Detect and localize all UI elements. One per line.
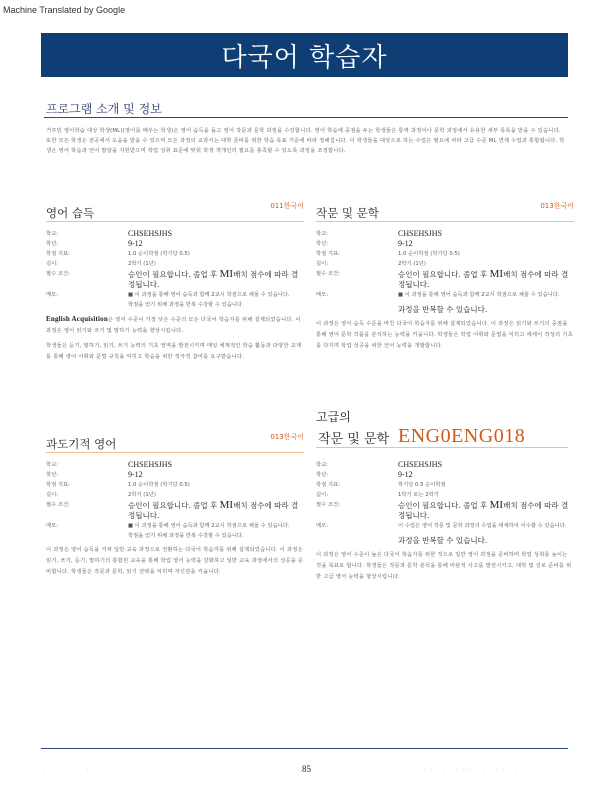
detail-row-notes	[46, 521, 304, 541]
advanced-course-divider	[316, 447, 568, 448]
course-details	[46, 229, 304, 363]
detail-value: 1.0 순이학점 (학기당 0.5)	[398, 251, 460, 257]
footer-divider	[41, 748, 568, 749]
prereq-value	[398, 269, 574, 290]
detail-row-school	[316, 460, 574, 470]
detail-row-credit	[46, 249, 304, 259]
course-divider	[46, 221, 304, 222]
detail-value: 9-12	[128, 239, 143, 248]
course-description: 이 과정은 영어 습득을 거쳐 일반 교육 과정으로 전환하는 다국어 학습자를 위해 설계되었습니다. 이 과정은 읽기, 쓰기, 듣기, 말하기의 통합된 교육을 통해 학업 영어 능력을 강화하고 일반 교육 과정에서의 성공을 준비합니다. 학생들은 작문과 문학, 읽기 전략을 익히며 자신감을 키웁니다.	[46, 547, 304, 575]
detail-key: 필수 조건:	[316, 271, 340, 277]
prereq-text-b: 배치 점수에 따라 결정됩니다.	[398, 501, 569, 520]
prereq-text-a: 승인이 필요합니다. 졸업 후	[128, 501, 218, 510]
detail-row-credit	[46, 480, 304, 490]
banner-title: 다국어 학습자	[221, 42, 388, 73]
detail-key: 학점 지표:	[316, 482, 340, 488]
ml-abbrev: MI	[219, 499, 234, 511]
detail-row-grade	[46, 239, 304, 249]
detail-row-prereq	[316, 500, 574, 521]
detail-key: 학년:	[316, 472, 329, 478]
detail-row-grade	[316, 470, 574, 480]
machine-translated-label: Machine Translated by Google	[3, 5, 126, 15]
prereq-text-a: 승인이 필요합니다. 졸업 후	[398, 270, 488, 279]
course-description	[46, 314, 304, 337]
detail-key: 학점 지표:	[46, 482, 70, 488]
detail-key: 학교:	[316, 231, 329, 237]
repeat-note: 과정을 반복할 수 있습니다.	[398, 536, 488, 545]
detail-row-length	[316, 259, 574, 269]
course-details	[316, 229, 574, 352]
detail-row-notes	[46, 290, 304, 310]
detail-value: 학기당 0.5 순이학점	[398, 482, 446, 488]
detail-value: 2학기 (1년)	[128, 261, 156, 267]
intro-section-title: 프로그램 소개 및 정보	[46, 102, 162, 116]
detail-row-prereq	[316, 269, 574, 290]
detail-key: 길이:	[46, 261, 59, 267]
detail-row-length	[316, 490, 574, 500]
detail-value: 2학기 (1년)	[128, 492, 156, 498]
desc-lead: English Acquisition	[46, 315, 108, 323]
prereq-value	[398, 500, 574, 521]
intro-text: 거주민 영어학습 대상 학생(ML)(영어를 배우는 학생)은 영어 습득을 돕고 영어 작문과 문학 과정을 수강합니다. 영어 학습에 중점을 두는 학생들은 통역 과정이나 문학 과정에서 유용한 세부 목록을 받을 수 있습니다. 또한 모든 학생은 전공에서 도움을 받을 수 있으며 모든 과정의 교과서는 대학 준비를 위한 학습 목표 기준에 따라 정해집니다. 이 학생들을 대상으로 하는 수업은 필요에 따라 고급 수준 ML 연계 수업과 통합됩니다. 학생은 영어 학습과 언어 발달을 지원받으며 학업 성취 표준에 맞춰 학생 개개인의 필요를 충족할 수 있도록 과정을 조정합니다.	[46, 128, 565, 154]
detail-row-school	[46, 460, 304, 470]
course-title: 과도기적 영어	[46, 437, 117, 451]
detail-row-prereq	[46, 269, 304, 290]
detail-row-notes	[316, 521, 574, 531]
detail-key: 학점 지표:	[316, 251, 340, 257]
prereq-text-b: 배치 점수에 따라 결정됩니다.	[128, 270, 299, 289]
course-title: 작문 및 문학	[316, 206, 379, 220]
course-title: 영어 습득	[46, 206, 95, 220]
detail-row-school	[46, 229, 304, 239]
prereq-text-b: 배치 점수에 따라 결정됩니다.	[128, 501, 299, 520]
course-divider	[46, 452, 304, 453]
detail-value: CHSEHSJHS	[398, 460, 443, 469]
prereq-value	[128, 500, 304, 521]
course-description: 이 과정은 영어 수준이 높은 다국어 학습자를 위한 것으로 일반 영어 과정을 준비하며 학업 성취를 높이는 것을 목표로 합니다. 학생들은 작문과 문학 분석을 통해 비판적 사고를 발전시키고, 대학 및 진로 준비를 위한 고급 영어 능력을 향상시킵니다.	[316, 552, 572, 580]
desc-text: 은 영어 수준이 가장 낮은 수준의 모든 다국어 학습자를 위해 설계되었습니다. 이 과정은 영어 읽기와 쓰기 및 말하기 능력을 향상시킵니다.	[46, 317, 301, 334]
page-banner	[41, 33, 568, 77]
detail-row-notes	[316, 290, 574, 300]
detail-key: 학년:	[46, 472, 59, 478]
advanced-course-title-line1: 고급의	[316, 410, 351, 424]
detail-value: 1.0 순이학점 (학기당 0.5)	[128, 251, 190, 257]
notes-value	[128, 290, 304, 310]
footer-left-text: · · · · · · ·	[44, 767, 100, 772]
detail-row-school	[316, 229, 574, 239]
course-code: 013한국어	[270, 433, 304, 441]
detail-key: 길이:	[46, 492, 59, 498]
detail-value: CHSEHSJHS	[128, 229, 173, 238]
detail-key: 학년:	[46, 241, 59, 247]
notes-value: 이 수업은 영어 작문 및 문학 과정의 수업을 대체하여 이수할 수 있습니다.	[398, 523, 567, 529]
ml-abbrev: MI	[489, 499, 504, 511]
detail-key: 길이:	[316, 261, 329, 267]
page-number: 85	[302, 764, 311, 774]
detail-key: 메모:	[316, 292, 329, 298]
notes-text: ■ 이 과정을 통해 영어 습득과 함께 2교시 학점으로 채울 수 있습니다.	[128, 292, 290, 298]
notes-text-2: 학점을 얻기 위해 과정을 반복 수강할 수 있습니다.	[128, 533, 244, 539]
detail-row-prereq	[46, 500, 304, 521]
course-description: 이 과정은 영어 습득 수준을 마친 다국어 학습자를 위해 설계되었습니다. 이 과정은 읽기와 쓰기의 중점을 통해 영어 문학 작품을 분석하는 능력을 키웁니다. 학생들은 학업 어휘와 문법을 익히고 에세이 작성의 기초를 다지며 학업 성공을 위한 언어 능력을 개발합니다.	[316, 321, 573, 349]
intro-divider	[44, 117, 568, 118]
detail-value: 9-12	[128, 470, 143, 479]
detail-key: 필수 조건:	[46, 271, 70, 277]
prereq-value	[128, 269, 304, 290]
course-divider	[316, 221, 574, 222]
detail-row-grade	[46, 470, 304, 480]
detail-value: 1학기 또는 2학기	[398, 492, 439, 498]
detail-key: 메모:	[46, 523, 59, 529]
detail-value: 1.0 순이학점 (학기당 0.5)	[128, 482, 190, 488]
detail-row-grade	[316, 239, 574, 249]
prereq-text-a: 승인이 필요합니다. 졸업 후	[128, 270, 218, 279]
notes-value: ■ 이 과정을 통해 영어 습득과 함께 2교시 학점으로 채울 수 있습니다.	[398, 292, 560, 298]
detail-key: 메모:	[46, 292, 59, 298]
notes-text-2: 학점을 얻기 위해 과정을 반복 수강할 수 있습니다.	[128, 302, 244, 308]
detail-value: 9-12	[398, 239, 413, 248]
prereq-text-b: 배치 점수에 따라 결정됩니다.	[398, 270, 569, 289]
detail-row-credit	[316, 249, 574, 259]
detail-key: 학년:	[316, 241, 329, 247]
advanced-course-title-line2: 작문 및 문학	[318, 432, 390, 447]
footer-right-text: · · · · · · · · · · · · · · · ·	[424, 767, 526, 772]
ml-abbrev: MI	[489, 268, 504, 280]
detail-key: 학교:	[46, 231, 59, 237]
course-description-2: 학생들은 듣기, 말하기, 읽기, 쓰기 능력의 기초 영역을 발전시키며 매일 체계적인 학습 활동과 다양한 교재를 통해 영어 어휘와 문법 규칙을 익히고 학습을 위한 적극적 참여를 요구받습니다.	[46, 343, 302, 360]
detail-row-credit	[316, 480, 574, 490]
repeat-note: 과정을 반복할 수 있습니다.	[398, 305, 488, 314]
detail-key: 길이:	[316, 492, 329, 498]
course-details	[46, 460, 304, 578]
detail-value: CHSEHSJHS	[398, 229, 443, 238]
advanced-course-code: ENG0ENG018	[398, 425, 526, 447]
prereq-text-a: 승인이 필요합니다. 졸업 후	[398, 501, 488, 510]
notes-text: ■ 이 과정을 통해 영어 습득과 함께 2교시 학점으로 채울 수 있습니다.	[128, 523, 290, 529]
detail-value: 9-12	[398, 470, 413, 479]
course-code: 011한국어	[270, 202, 304, 210]
notes-value	[128, 521, 304, 541]
detail-key: 메모:	[316, 523, 329, 529]
course-details	[316, 460, 574, 583]
detail-key: 학교:	[316, 462, 329, 468]
detail-row-length	[46, 490, 304, 500]
detail-value: 2학기 (1년)	[398, 261, 426, 267]
detail-key: 필수 조건:	[316, 502, 340, 508]
detail-key: 필수 조건:	[46, 502, 70, 508]
detail-value: CHSEHSJHS	[128, 460, 173, 469]
course-code: 013한국어	[540, 202, 574, 210]
detail-key: 학교:	[46, 462, 59, 468]
detail-key: 학점 지표:	[46, 251, 70, 257]
detail-row-length	[46, 259, 304, 269]
ml-abbrev: MI	[219, 268, 234, 280]
